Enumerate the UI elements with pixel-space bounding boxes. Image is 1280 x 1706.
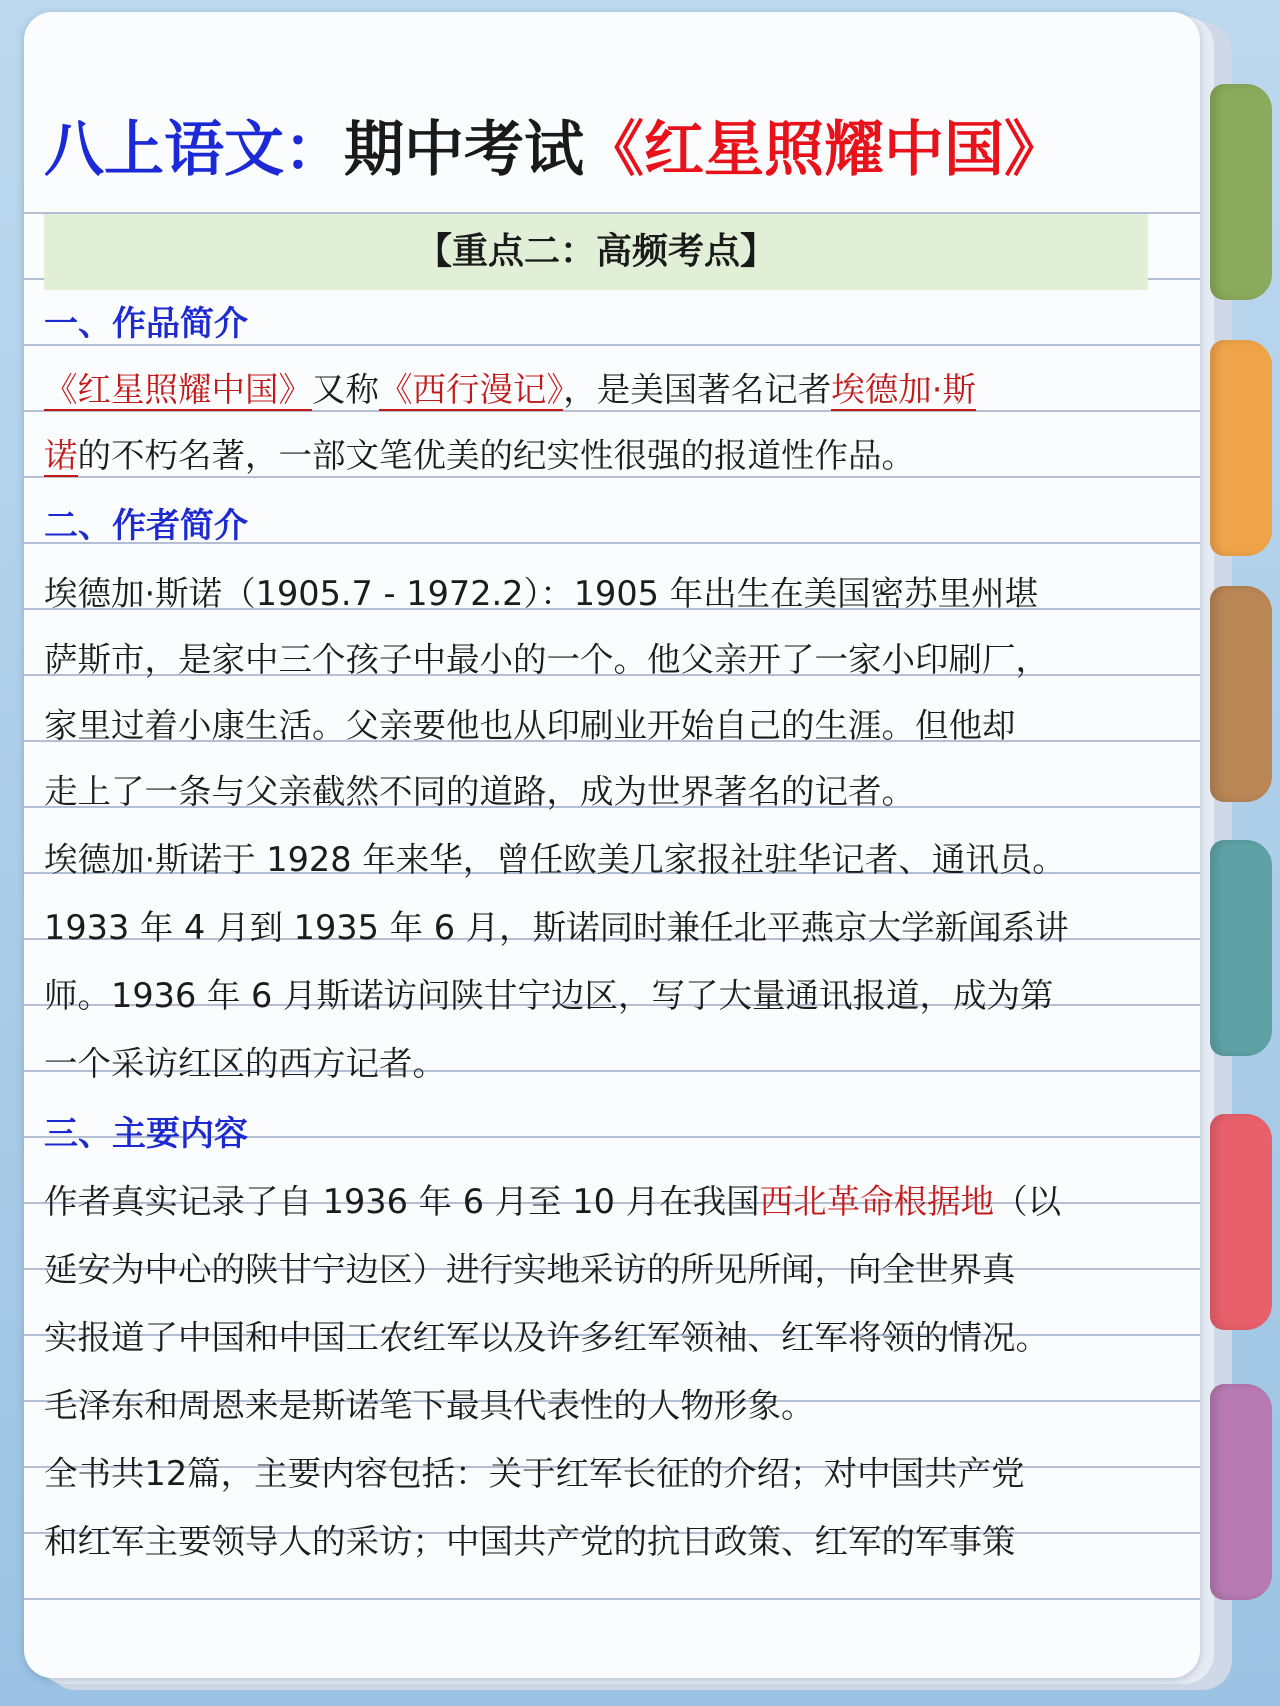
text-line — [44, 424, 1184, 488]
text-line: 全书共12篇，主要内容包括：关于红军长征的介绍；对中国共产党 — [44, 1454, 1025, 1493]
text-line: 走上了一条与父亲截然不同的道路，成为世界著名的记者。 — [44, 772, 915, 811]
section-heading-2: 二、作者简介 — [44, 506, 248, 546]
author-highlight-end: 诺 — [44, 436, 78, 475]
title-subject: 八上语文： — [44, 115, 344, 185]
text-line: 1933 年 4 月到 1935 年 6 月，斯诺同时兼任北平燕京大学新闻系讲 — [44, 908, 1069, 947]
text-segment: 又称 — [312, 370, 379, 409]
text-line: 埃德加·斯诺（1905.7 - 1972.2）：1905 年出生在美国密苏里州堪 — [44, 574, 1039, 613]
page-title — [44, 100, 1174, 200]
title-exam: 期中考试 — [344, 115, 584, 185]
alt-title-highlight: 《西行漫记》 — [379, 370, 564, 409]
title-book: 《红星照耀中国》 — [584, 115, 1064, 185]
text-line — [44, 1170, 1184, 1234]
book-title-highlight: 《红星照耀中国》 — [44, 370, 312, 409]
text-line: 家里过着小康生活。父亲要他也从印刷业开始自己的生涯。但他却 — [44, 706, 1016, 745]
text-line — [44, 358, 1184, 422]
text-line: 一个采访红区的西方记者。 — [44, 1044, 446, 1083]
text-line: 毛泽东和周恩来是斯诺笔下最具代表性的人物形象。 — [44, 1386, 815, 1425]
text-line: 实报道了中国和中国工农红军以及许多红军领袖、红军将领的情况。 — [44, 1318, 1049, 1357]
text-line: 延安为中心的陕甘宁边区）进行实地采访的所见所闻，向全世界真 — [44, 1250, 1016, 1289]
subtitle-banner: 【重点二：高频考点】 — [44, 214, 1148, 290]
section-heading-1: 一、作品简介 — [44, 304, 248, 344]
text-line: 埃德加·斯诺于 1928 年来华，曾任欧美几家报社驻华记者、通讯员。 — [44, 840, 1066, 879]
text-segment: ，是美国著名记者 — [563, 370, 832, 409]
text-line: 师。1936 年 6 月斯诺访问陕甘宁边区，写了大量通讯报道，成为第 — [44, 976, 1054, 1015]
text-segment: 作者真实记录了自 1936 年 6 月至 10 月在我国 — [44, 1182, 760, 1221]
text-line: 萨斯市，是家中三个孩子中最小的一个。他父亲开了一家小印刷厂， — [44, 640, 1049, 679]
text-segment: 的不朽名著，一部文笔优美的纪实性很强的报道性作品。 — [77, 436, 915, 475]
author-highlight: 埃德加·斯 — [831, 370, 976, 409]
text-line: 和红军主要领导人的采访；中国共产党的抗日政策、红军的军事策 — [44, 1522, 1016, 1561]
base-highlight: 西北革命根据地 — [759, 1182, 995, 1221]
text-segment: （以 — [994, 1182, 1062, 1221]
section-heading-3: 三、主要内容 — [44, 1114, 248, 1154]
